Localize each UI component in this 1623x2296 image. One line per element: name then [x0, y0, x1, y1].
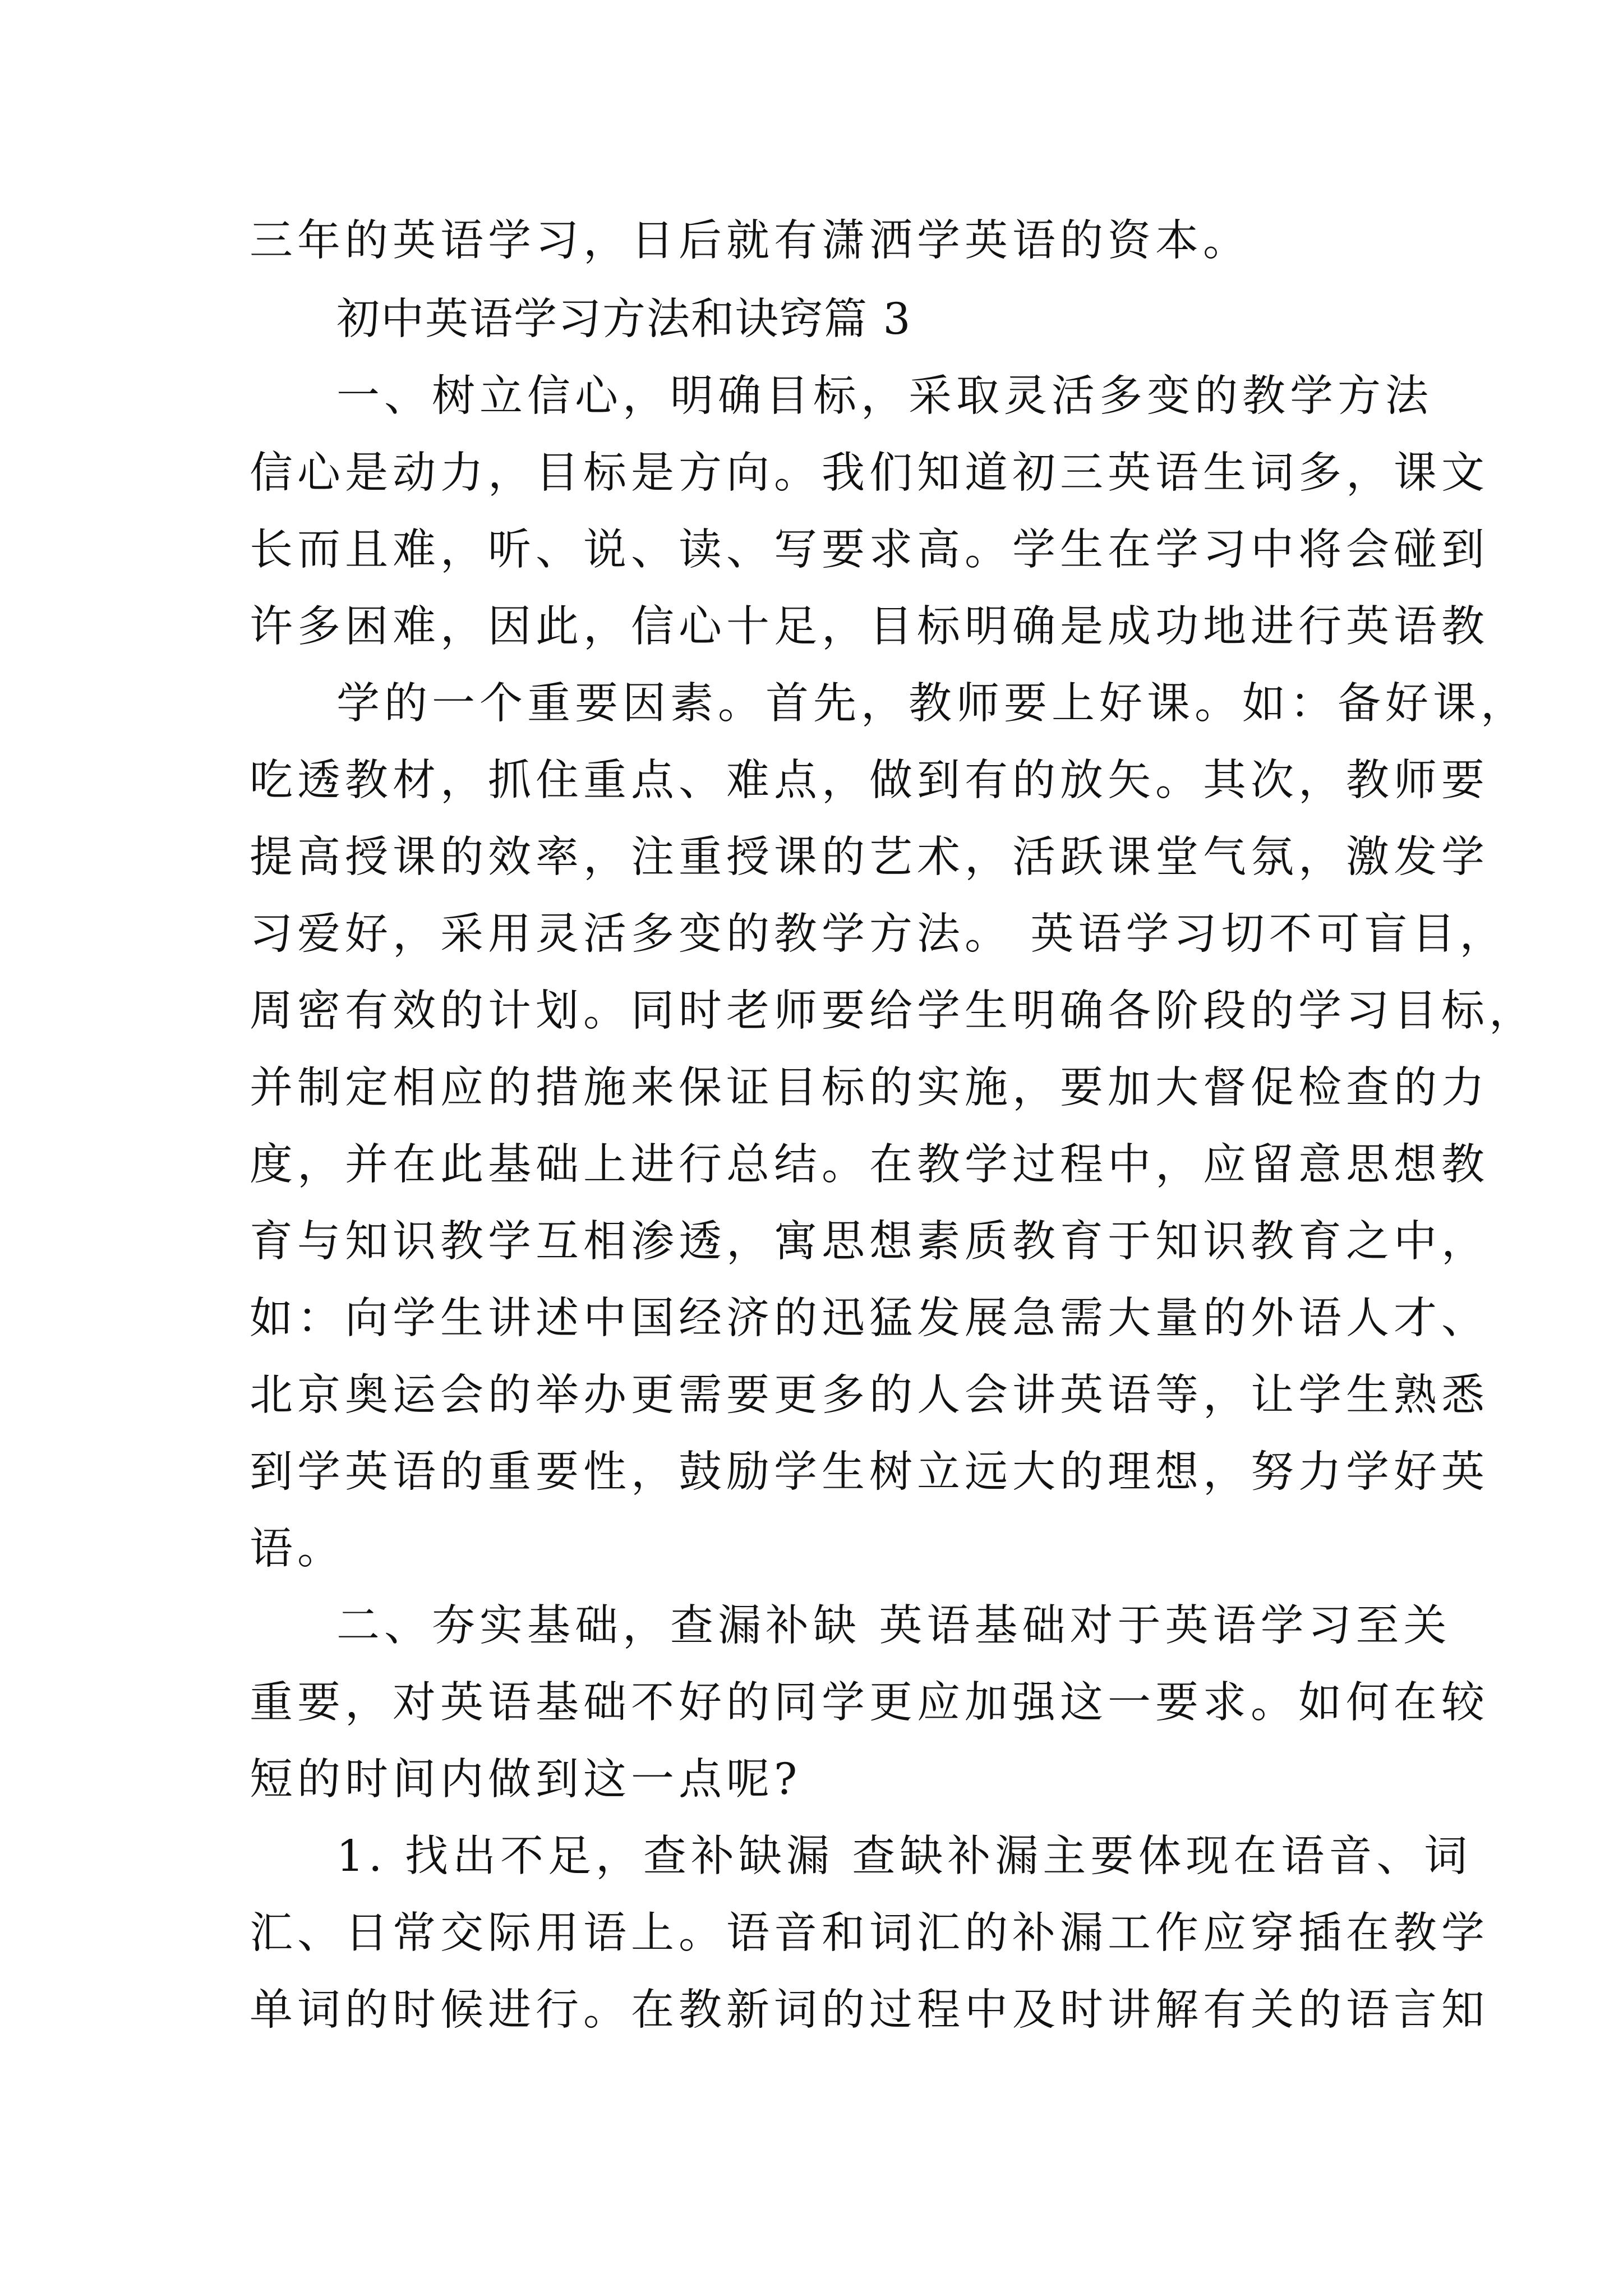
- text-line: 信心是动力，目标是方向。我们知道初三英语生词多，课文: [250, 448, 1489, 498]
- text-line: 周密有效的计划。同时老师要给学生明确各阶段的学习目标，: [250, 986, 1537, 1036]
- text-line: 三年的英语学习，日后就有潇洒学英语的资本。: [250, 216, 1251, 266]
- text-line: 长而且难，听、说、读、写要求高。学生在学习中将会碰到: [250, 525, 1489, 575]
- text-line: 二、夯实基础，查漏补缺 英语基础对于英语学习至关: [336, 1601, 1451, 1651]
- text-line: 并制定相应的措施来保证目标的实施，要加大督促检查的力: [250, 1063, 1489, 1113]
- text-line: 语。: [250, 1524, 345, 1574]
- text-line: 短的时间内做到这一点呢?: [250, 1755, 802, 1805]
- text-line: 一、树立信心，明确目标，采取灵活多变的教学方法: [336, 371, 1433, 421]
- text-line: 1. 找出不足，查补缺漏 查缺补漏主要体现在语音、词: [336, 1832, 1472, 1881]
- text-line: 吃透教材，抓住重点、难点，做到有的放矢。其次，教师要: [250, 756, 1489, 806]
- text-line: 育与知识教学互相渗透，寓思想素质教育于知识教育之中，: [250, 1217, 1489, 1267]
- text-line: 重要，对英语基础不好的同学更应加强这一要求。如何在较: [250, 1678, 1489, 1728]
- text-line: 汇、日常交际用语上。语音和词汇的补漏工作应穿插在教学: [250, 1908, 1489, 1958]
- text-line: 学的一个重要因素。首先，教师要上好课。如：备好课，: [336, 679, 1528, 729]
- text-line: 度，并在此基础上进行总结。在教学过程中，应留意思想教: [250, 1140, 1489, 1190]
- text-line: 北京奥运会的举办更需要更多的人会讲英语等，让学生熟悉: [250, 1370, 1489, 1420]
- text-line: 如：向学生讲述中国经济的迅猛发展急需大量的外语人才、: [250, 1294, 1489, 1343]
- text-line: 许多困难，因此，信心十足，目标明确是成功地进行英语教: [250, 602, 1489, 652]
- text-line: 习爱好，采用灵活多变的教学方法。 英语学习切不可盲目，: [250, 909, 1507, 959]
- text-line: 到学英语的重要性，鼓励学生树立远大的理想，努力学好英: [250, 1447, 1489, 1497]
- section-title: 初中英语学习方法和诀窍篇 3: [336, 295, 912, 344]
- text-line: 单词的时候进行。在教新词的过程中及时讲解有关的语言知: [250, 1985, 1489, 2035]
- text-line: 提高授课的效率，注重授课的艺术，活跃课堂气氛，激发学: [250, 832, 1489, 882]
